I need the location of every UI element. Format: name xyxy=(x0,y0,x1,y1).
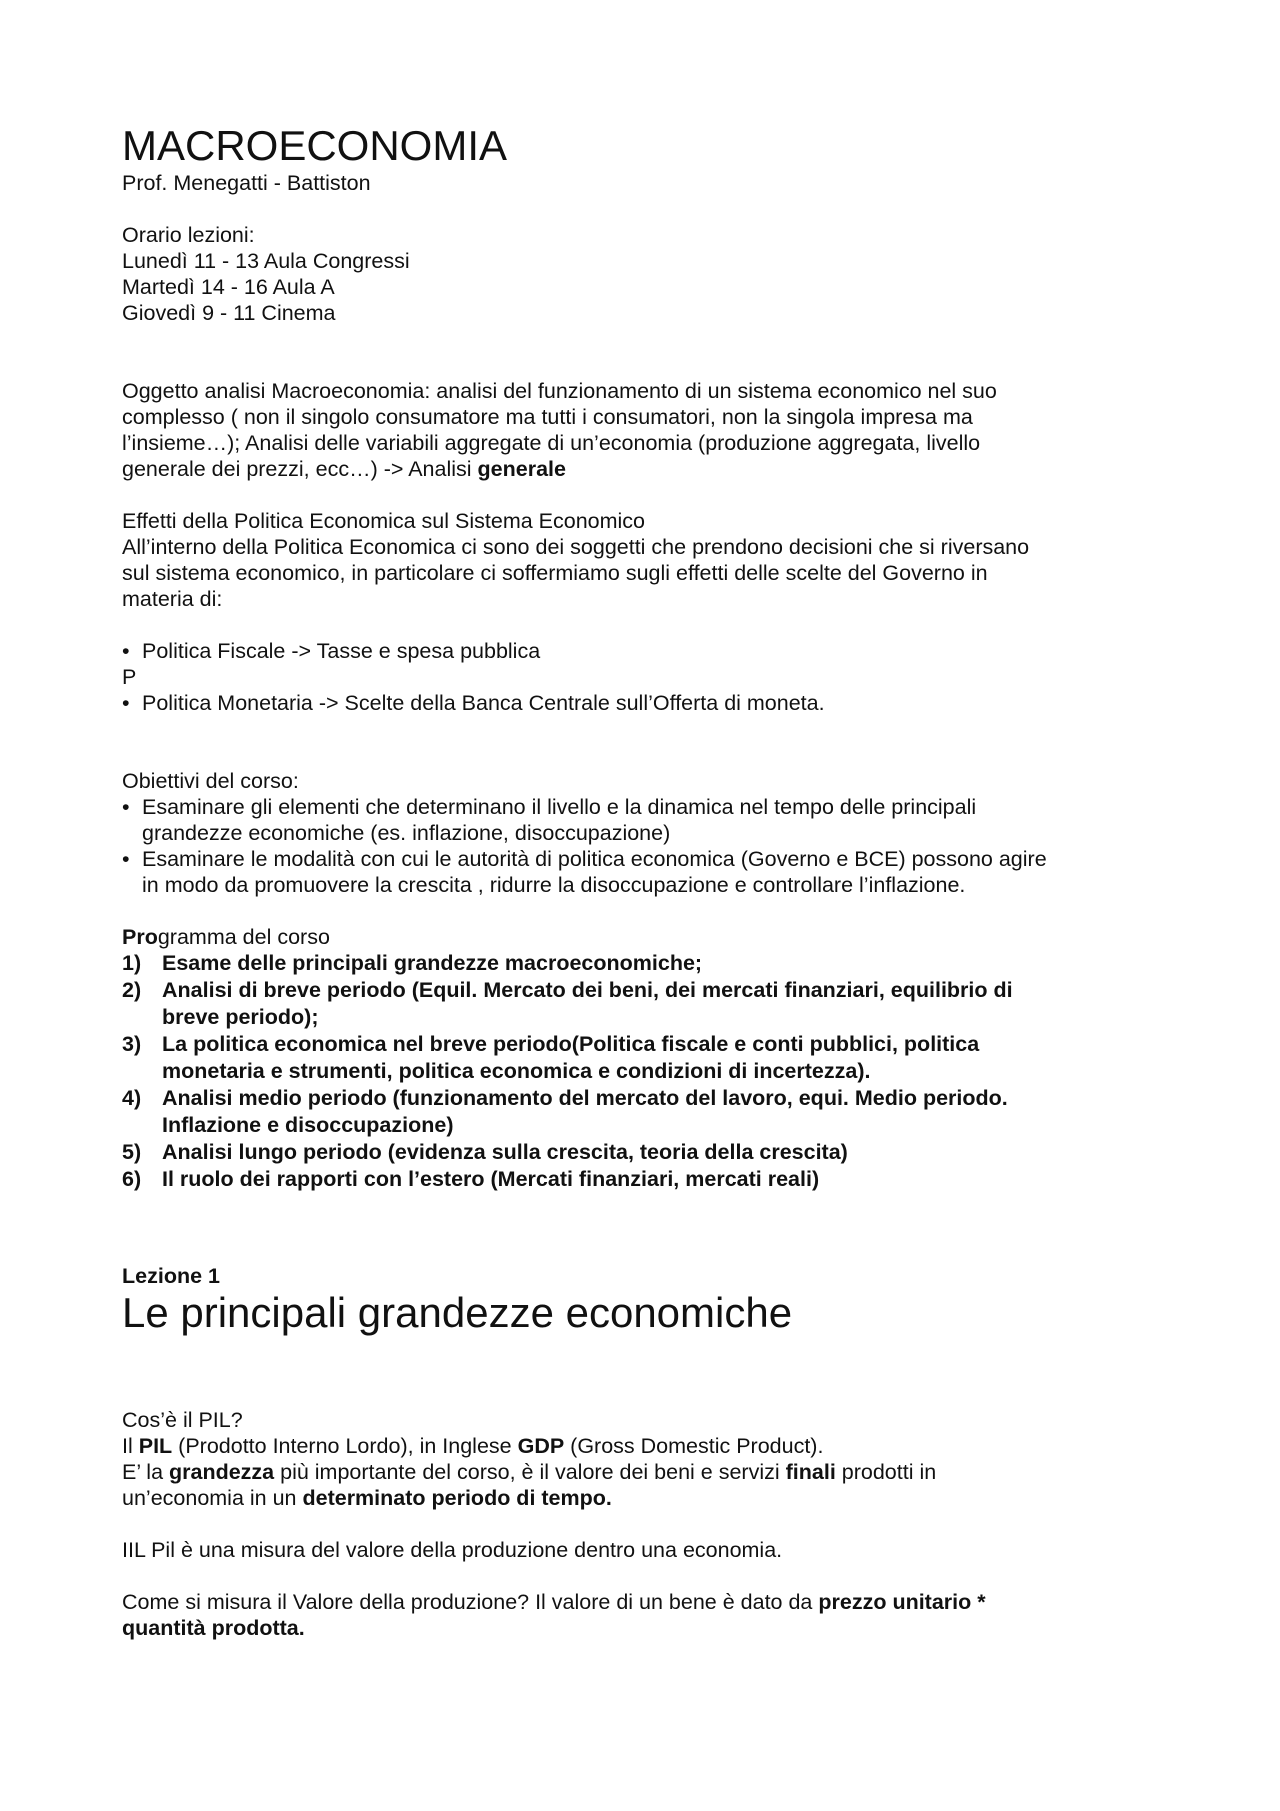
emphasis-quantita: quantità prodotta xyxy=(122,1616,299,1640)
bullet-text: grandezze economiche (es. inflazione, disoccupazione) xyxy=(142,821,671,845)
bullet-item xyxy=(122,794,1162,846)
paragraph-line: Oggetto analisi Macroeconomia: analisi del funzionamento di un sistema economico nel suo xyxy=(122,379,997,403)
emphasis-prezzo: prezzo unitario * xyxy=(818,1590,986,1614)
text-run: Il xyxy=(122,1434,139,1458)
schedule-entry: Giovedì 9 - 11 Cinema xyxy=(122,301,336,325)
list-number: 1) xyxy=(122,951,142,975)
text-run: E’ la xyxy=(122,1460,169,1484)
paragraph-line xyxy=(122,1589,1162,1615)
lesson-label: Lezione 1 xyxy=(122,1264,220,1288)
list-text: La politica economica nel breve periodo(Politica fiscale e conti pubblici, politica xyxy=(162,1032,980,1056)
effetti-section xyxy=(122,508,1162,716)
text-run: un’economia in un xyxy=(122,1486,303,1510)
bullet-item xyxy=(122,846,1162,898)
paragraph-line xyxy=(122,1615,1162,1641)
bullet-text: in modo da promuovere la crescita , ridurre la disoccupazione e controllare l’inflazione. xyxy=(142,873,966,897)
bullet-item xyxy=(122,638,1162,664)
list-number: 3) xyxy=(122,1032,142,1056)
stray-letter: P xyxy=(122,665,137,689)
document-page xyxy=(122,122,1162,1641)
effetti-heading: Effetti della Politica Economica sul Sistema Economico xyxy=(122,509,646,533)
list-text: monetaria e strumenti, politica economica e condizioni di incertezza). xyxy=(162,1059,871,1083)
emphasis-finali: finali xyxy=(785,1460,836,1484)
list-text: Il ruolo dei rapporti con l’estero (Mercati finanziari, mercati reali) xyxy=(162,1167,820,1191)
list-text: Analisi medio periodo (funzionamento del mercato del lavoro, equi. Medio periodo. xyxy=(162,1086,1008,1110)
list-text: Esame delle principali grandezze macroeconomiche; xyxy=(162,951,703,975)
pil-question: Cos’è il PIL? xyxy=(122,1408,243,1432)
paragraph-line xyxy=(122,1459,1162,1485)
list-item xyxy=(122,977,1162,1031)
list-item xyxy=(122,1166,1162,1193)
programma-section xyxy=(122,924,1162,1193)
oggetto-paragraph xyxy=(122,378,1162,482)
paragraph-line: materia di: xyxy=(122,587,223,611)
text-run: più importante del corso, è il valore dei beni e servizi xyxy=(274,1460,786,1484)
document-title: MACROECONOMIA xyxy=(122,122,508,169)
schedule-entry: Lunedì 11 - 13 Aula Congressi xyxy=(122,249,410,273)
list-text: breve periodo); xyxy=(162,1005,319,1029)
bullet-icon: • xyxy=(122,691,130,715)
schedule xyxy=(122,222,1162,326)
schedule-heading: Orario lezioni: xyxy=(122,223,255,247)
text-run: (Gross Domestic Product). xyxy=(564,1434,824,1458)
list-number: 5) xyxy=(122,1140,142,1164)
bullet-text: Politica Fiscale -> Tasse e spesa pubblica xyxy=(142,639,541,663)
list-item xyxy=(122,950,1162,977)
list-text: Analisi lungo periodo (evidenza sulla crescita, teoria della crescita) xyxy=(162,1140,848,1164)
bullet-icon: • xyxy=(122,847,130,871)
emphasis-gdp: GDP xyxy=(517,1434,565,1458)
paragraph-line: complesso ( non il singolo consumatore ma tutti i consumatori, non la singola impresa ma xyxy=(122,405,973,429)
text-run: . xyxy=(298,1616,305,1640)
list-text: Analisi di breve periodo (Equil. Mercato dei beni, dei mercati finanziari, equilibrio di xyxy=(162,978,1013,1002)
bullet-text: Esaminare gli elementi che determinano il livello e la dinamica nel tempo delle principali xyxy=(142,795,977,819)
text-run: Pro xyxy=(122,925,158,949)
obiettivi-section xyxy=(122,768,1162,898)
emphasis-pil: PIL xyxy=(138,1434,173,1458)
obiettivi-heading: Obiettivi del corso: xyxy=(122,769,299,793)
text-run: . xyxy=(605,1486,612,1510)
list-item xyxy=(122,1031,1162,1085)
list-number: 2) xyxy=(122,978,142,1002)
list-item xyxy=(122,1139,1162,1166)
bullet-text: Esaminare le modalità con cui le autorità di politica economica (Governo e BCE) possono agire xyxy=(142,847,1047,871)
emphasis-generale: generale xyxy=(477,457,566,481)
programma-list xyxy=(122,950,1162,1193)
emphasis-grandezza: grandezza xyxy=(169,1460,275,1484)
bullet-icon: • xyxy=(122,639,130,663)
paragraph-line xyxy=(122,1433,1162,1459)
pil-section xyxy=(122,1407,1162,1641)
lesson-title: Le principali grandezze economiche xyxy=(122,1289,793,1336)
list-item xyxy=(122,1085,1162,1139)
lezione-section xyxy=(122,1263,1162,1337)
text-run: Come si misura il Valore della produzione? Il valore di un bene è dato da xyxy=(122,1590,819,1614)
paragraph-line xyxy=(122,456,1162,482)
paragraph-line: IIL Pil è una misura del valore della produzione dentro una economia. xyxy=(122,1538,783,1562)
list-number: 4) xyxy=(122,1086,142,1110)
text-run: prodotti in xyxy=(835,1460,937,1484)
schedule-entry: Martedì 14 - 16 Aula A xyxy=(122,275,335,299)
text-run: gramma del corso xyxy=(157,925,330,949)
emphasis-periodo: determinato periodo di tempo xyxy=(302,1486,606,1510)
paragraph-line: All’interno della Politica Economica ci sono dei soggetti che prendono decisioni che si riversano xyxy=(122,535,1030,559)
paragraph-line: sul sistema economico, in particolare ci soffermiamo sugli effetti delle scelte del Governo in xyxy=(122,561,988,585)
bullet-item xyxy=(122,690,1162,716)
paragraph-line: l’insieme…); Analisi delle variabili aggregate di un’economia (produzione aggregata, livello xyxy=(122,431,981,455)
text-run: generale dei prezzi, ecc…) -> Analisi xyxy=(122,457,478,481)
list-number: 6) xyxy=(122,1167,142,1191)
paragraph-line xyxy=(122,1485,1162,1511)
bullet-text: Politica Monetaria -> Scelte della Banca Centrale sull’Offerta di moneta. xyxy=(142,691,825,715)
list-text: Inflazione e disoccupazione) xyxy=(162,1113,454,1137)
text-run: (Prodotto Interno Lordo), in Inglese xyxy=(172,1434,518,1458)
programma-heading xyxy=(122,924,1162,950)
bullet-icon: • xyxy=(122,795,130,819)
professors: Prof. Menegatti - Battiston xyxy=(122,171,371,195)
